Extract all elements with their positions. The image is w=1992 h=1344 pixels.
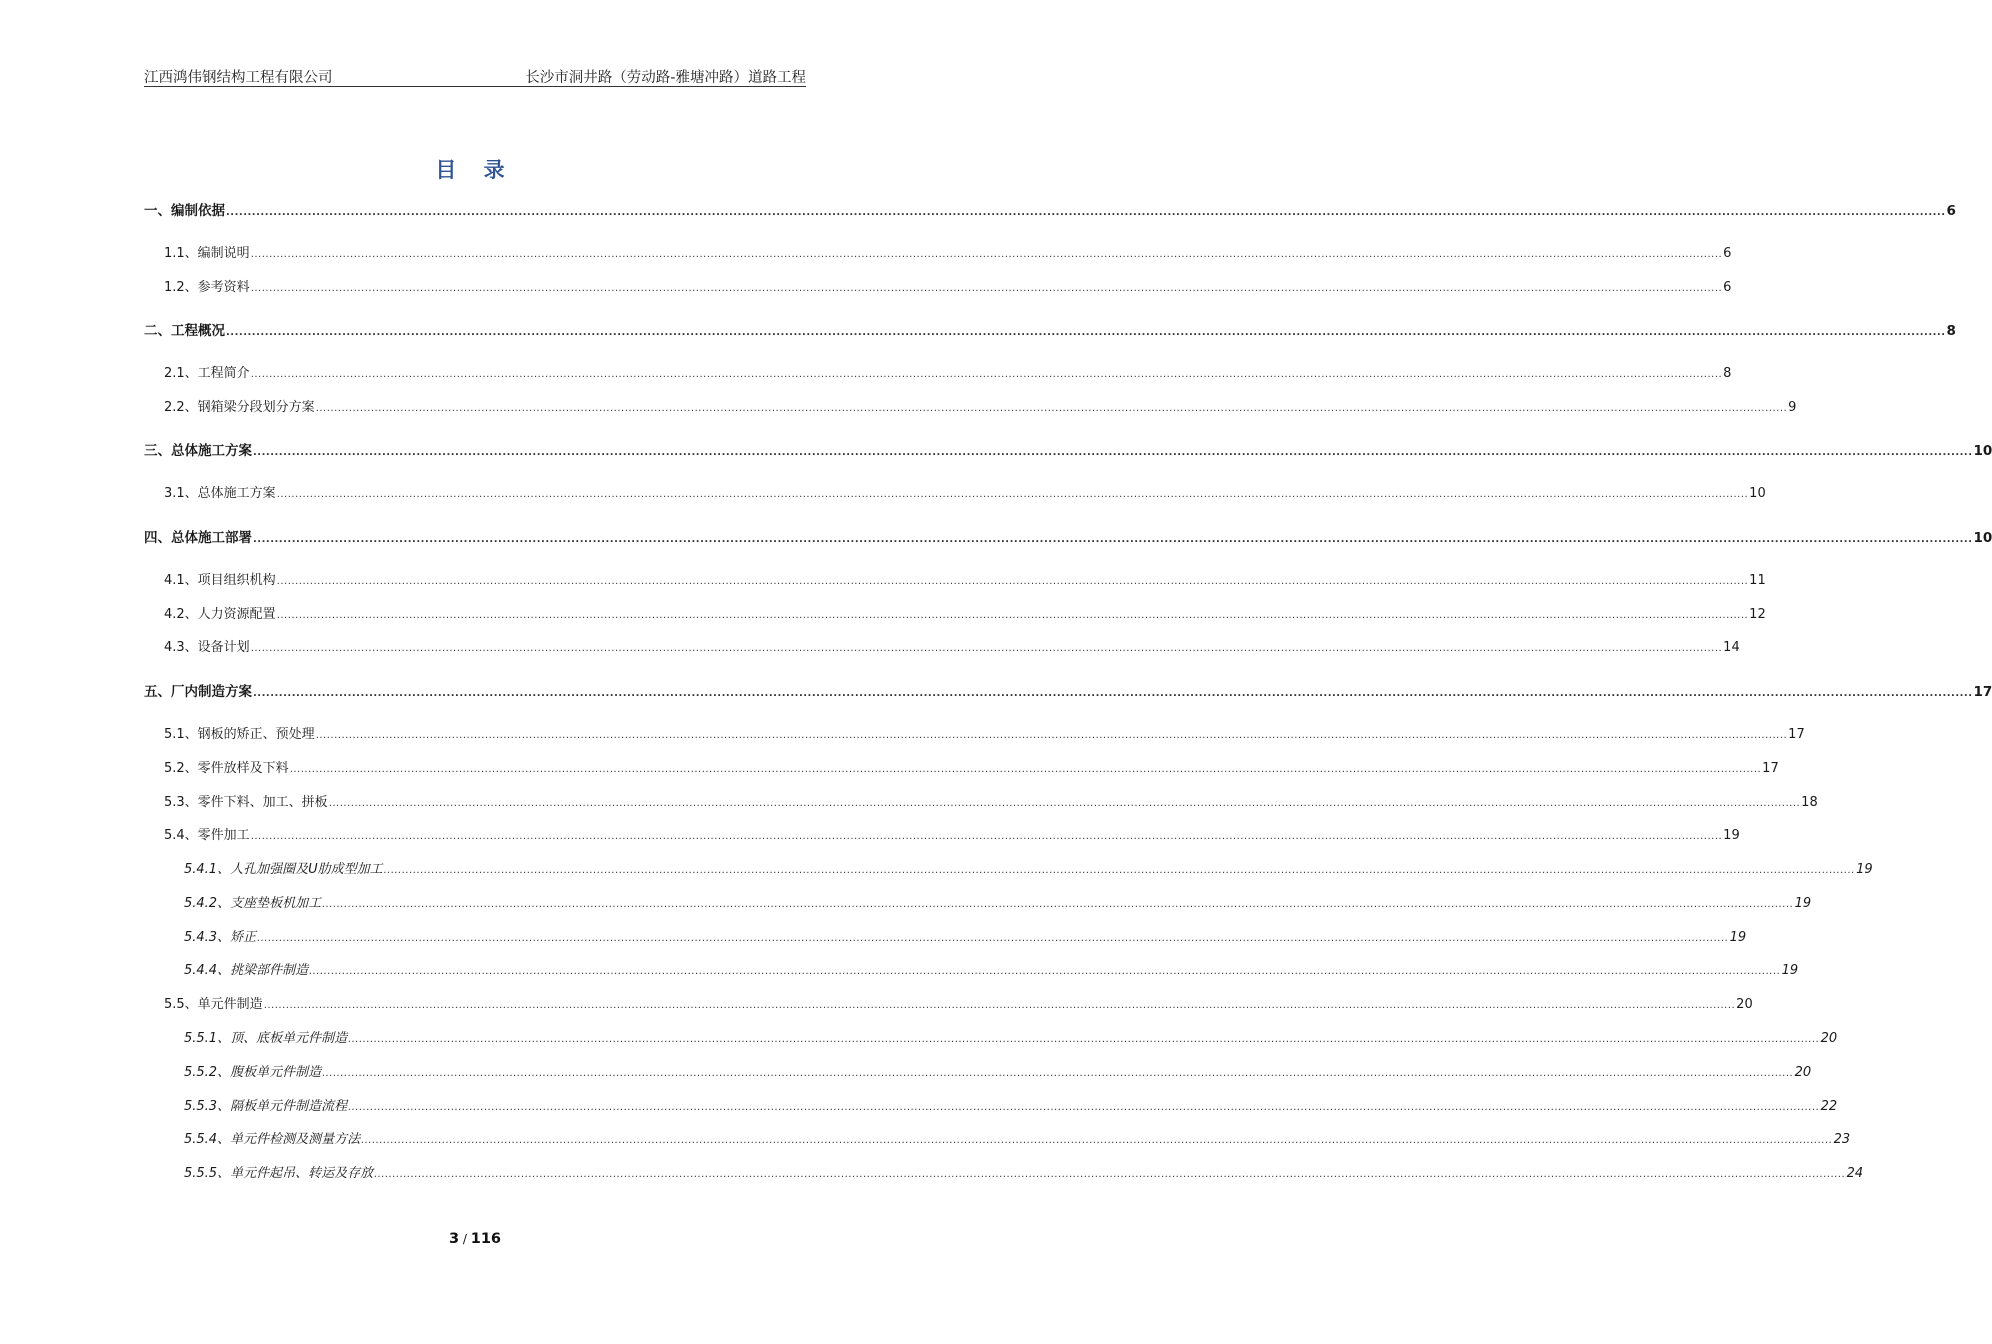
toc-leader-dots: ................................................................................................................................................................................................................................................................................................................................................................................................................ (250, 643, 1723, 654)
toc-entry[interactable] (144, 199, 1956, 219)
toc-entry[interactable] (164, 362, 1732, 381)
toc-entry-page: 8 (1723, 366, 1732, 381)
toc-entry-page: 23 (1833, 1132, 1851, 1147)
toc-leader-dots: ................................................................................................................................................................................................................................................................................................................................................................................................................ (383, 865, 1856, 876)
page-header (144, 66, 806, 87)
toc-entry-label: 5.4.3、矫正 (184, 930, 257, 945)
toc-entry-page: 20 (1820, 1031, 1838, 1046)
toc-entry-page: 10 (1973, 443, 1992, 459)
toc-entry[interactable] (144, 680, 1992, 700)
toc-entry-label: 一、编制依据 (144, 203, 225, 219)
toc-entry-label: 5.4.1、人孔加强圈及U肋成型加工 (184, 862, 383, 877)
toc-entry[interactable] (184, 926, 1747, 945)
toc-entry-label: 二、工程概况 (144, 323, 225, 339)
page-footer (0, 1231, 950, 1247)
toc-entry[interactable] (184, 892, 1812, 911)
toc-leader-dots: ................................................................................................................................................................................................................................................................................................................................................................................................................ (250, 831, 1723, 842)
toc-leader-dots: ................................................................................................................................................................................................................................................................................................................................................................................................................ (253, 688, 1973, 699)
toc-entry-label: 2.1、工程简介 (164, 366, 250, 381)
toc-entry[interactable] (184, 858, 1873, 877)
toc-entry-page: 6 (1723, 246, 1732, 261)
toc-entry-page: 20 (1736, 997, 1753, 1012)
toc-entry[interactable] (184, 1061, 1812, 1080)
toc-leader-dots: ................................................................................................................................................................................................................................................................................................................................................................................................................ (263, 1000, 1736, 1011)
toc-leader-dots: ................................................................................................................................................................................................................................................................................................................................................................................................................ (348, 1102, 1820, 1113)
toc-leader-dots: ................................................................................................................................................................................................................................................................................................................................................................................................................ (322, 1068, 1794, 1079)
toc-leader-dots: ................................................................................................................................................................................................................................................................................................................................................................................................................ (226, 207, 1946, 218)
toc-entry[interactable] (164, 723, 1805, 742)
toc-entry[interactable] (144, 526, 1992, 546)
page-current: 3 (448, 1231, 460, 1247)
toc-entry-page: 10 (1749, 486, 1766, 501)
header-company: 江西鸿伟钢结构工程有限公司 (144, 70, 333, 86)
toc-entry-label: 5.4.4、挑梁部件制造 (184, 963, 309, 978)
toc-entry-page: 12 (1749, 607, 1766, 622)
toc-entry-label: 五、厂内制造方案 (144, 684, 252, 700)
toc-entry-page: 19 (1794, 896, 1812, 911)
toc-entry-page: 6 (1946, 203, 1956, 219)
toc-leader-dots: ................................................................................................................................................................................................................................................................................................................................................................................................................ (309, 966, 1781, 977)
toc-leader-dots: ................................................................................................................................................................................................................................................................................................................................................................................................................ (276, 610, 1749, 621)
toc-entry[interactable] (184, 1128, 1851, 1147)
toc-entry-page: 22 (1820, 1099, 1838, 1114)
toc-entry-label: 4.2、人力资源配置 (164, 607, 276, 622)
toc-entry[interactable] (164, 791, 1818, 810)
toc-entry[interactable] (144, 439, 1992, 459)
toc-entry[interactable] (164, 757, 1779, 776)
toc-entry-page: 17 (1788, 727, 1805, 742)
toc-leader-dots: ................................................................................................................................................................................................................................................................................................................................................................................................................ (289, 764, 1762, 775)
toc-entry-label: 5.3、零件下料、加工、拼板 (164, 795, 328, 810)
toc-entry[interactable] (164, 824, 1740, 843)
toc-entry-label: 5.4、零件加工 (164, 828, 250, 843)
toc-entry-label: 5.5.5、单元件起吊、转运及存放 (184, 1166, 374, 1181)
toc-entry-label: 3.1、总体施工方案 (164, 486, 276, 501)
toc-entry[interactable] (164, 603, 1766, 622)
toc-entry-label: 1.1、编制说明 (164, 246, 250, 261)
toc-entry-label: 4.1、项目组织机构 (164, 573, 276, 588)
toc-entry-page: 17 (1973, 684, 1992, 700)
toc-leader-dots: ................................................................................................................................................................................................................................................................................................................................................................................................................ (322, 899, 1794, 910)
toc-entry-page: 19 (1723, 828, 1740, 843)
toc-leader-dots: ................................................................................................................................................................................................................................................................................................................................................................................................................ (276, 576, 1749, 587)
toc-entry-page: 9 (1788, 400, 1797, 415)
toc-entry-page: 10 (1973, 530, 1992, 546)
toc-entry[interactable] (164, 569, 1766, 588)
toc-entry[interactable] (164, 242, 1732, 261)
page-total: 116 (470, 1231, 502, 1247)
toc-entry-label: 2.2、钢箱梁分段划分方案 (164, 400, 315, 415)
toc-entry[interactable] (144, 319, 1956, 339)
toc-leader-dots: ................................................................................................................................................................................................................................................................................................................................................................................................................ (253, 534, 1973, 545)
toc-title: 目 录 (435, 158, 515, 182)
toc-entry[interactable] (164, 636, 1740, 655)
toc-entry-page: 6 (1723, 280, 1732, 295)
toc-leader-dots: ................................................................................................................................................................................................................................................................................................................................................................................................................ (315, 730, 1788, 741)
toc-entry-page: 19 (1856, 862, 1873, 877)
toc-entry-page: 8 (1946, 323, 1956, 339)
toc-entry-label: 三、总体施工方案 (144, 443, 252, 459)
toc-entry[interactable] (184, 959, 1799, 978)
toc-leader-dots: ................................................................................................................................................................................................................................................................................................................................................................................................................ (361, 1135, 1833, 1146)
toc-leader-dots: ................................................................................................................................................................................................................................................................................................................................................................................................................ (253, 447, 1973, 458)
toc-entry-label: 5.2、零件放样及下料 (164, 761, 289, 776)
toc-entry[interactable] (164, 993, 1753, 1012)
toc-leader-dots: ................................................................................................................................................................................................................................................................................................................................................................................................................ (276, 489, 1749, 500)
toc-entry-label: 5.5.2、腹板单元件制造 (184, 1065, 322, 1080)
toc-leader-dots: ................................................................................................................................................................................................................................................................................................................................................................................................................ (250, 283, 1723, 294)
toc-entry-page: 24 (1846, 1166, 1864, 1181)
toc-leader-dots: ................................................................................................................................................................................................................................................................................................................................................................................................................ (226, 327, 1946, 338)
toc-entry-label: 四、总体施工部署 (144, 530, 252, 546)
toc-leader-dots: ................................................................................................................................................................................................................................................................................................................................................................................................................ (315, 403, 1788, 414)
toc-entry-label: 5.5、单元件制造 (164, 997, 263, 1012)
toc-entry-page: 11 (1749, 573, 1766, 588)
toc-entry[interactable] (184, 1095, 1838, 1114)
toc-leader-dots: ................................................................................................................................................................................................................................................................................................................................................................................................................ (328, 798, 1801, 809)
toc-leader-dots: ................................................................................................................................................................................................................................................................................................................................................................................................................ (257, 933, 1729, 944)
toc-entry-label: 4.3、设备计划 (164, 640, 250, 655)
toc-entry-page: 18 (1801, 795, 1818, 810)
toc-entry-label: 5.1、钢板的矫正、预处理 (164, 727, 315, 742)
toc-entry-label: 1.2、参考资料 (164, 280, 250, 295)
page-separator: / (459, 1232, 471, 1246)
toc-entry-page: 20 (1794, 1065, 1812, 1080)
toc-entry-page: 19 (1729, 930, 1747, 945)
toc-entry[interactable] (164, 396, 1797, 415)
toc-entry-page: 17 (1762, 761, 1779, 776)
toc-entry[interactable] (164, 276, 1732, 295)
toc-entry-label: 5.4.2、支座垫板机加工 (184, 896, 322, 911)
header-project: 长沙市洞井路（劳动路-雅塘冲路）道路工程 (525, 70, 806, 86)
toc-entry-page: 14 (1723, 640, 1740, 655)
toc-entry[interactable] (184, 1162, 1864, 1181)
toc-leader-dots: ................................................................................................................................................................................................................................................................................................................................................................................................................ (348, 1034, 1820, 1045)
toc-entry[interactable] (164, 482, 1766, 501)
toc-entry-label: 5.5.3、隔板单元件制造流程 (184, 1099, 348, 1114)
toc-entry[interactable] (184, 1027, 1838, 1046)
toc-entry-page: 19 (1781, 963, 1799, 978)
toc-entry-label: 5.5.1、顶、底板单元件制造 (184, 1031, 348, 1046)
toc-leader-dots: ................................................................................................................................................................................................................................................................................................................................................................................................................ (250, 369, 1723, 380)
toc-leader-dots: ................................................................................................................................................................................................................................................................................................................................................................................................................ (374, 1169, 1846, 1180)
toc-leader-dots: ................................................................................................................................................................................................................................................................................................................................................................................................................ (250, 249, 1723, 260)
toc-entry-label: 5.5.4、单元件检测及测量方法 (184, 1132, 361, 1147)
